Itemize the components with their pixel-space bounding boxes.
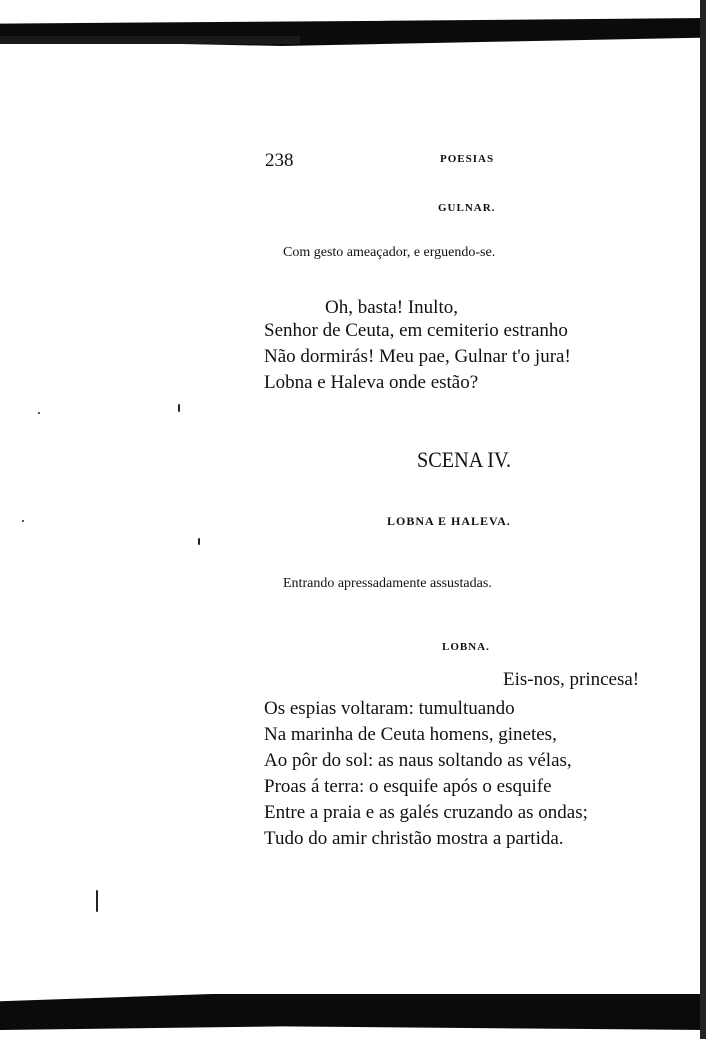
scene-characters: LOBNA E HALEVA.	[387, 514, 511, 528]
scan-edge-top-shadow	[0, 36, 300, 44]
scan-speck	[198, 538, 200, 545]
scene-title: SCENA IV.	[417, 447, 512, 472]
verse-line: Entre a praia e as galés cruzando as ondas;	[264, 802, 588, 823]
verse-line: Proas á terra: o esquife após o esquife	[264, 776, 552, 797]
verse-block-gulnar	[264, 318, 571, 396]
scan-speck	[96, 890, 98, 912]
verse-line: Senhor de Ceuta, em cemiterio estranho	[264, 320, 568, 341]
verse-line: Não dormirás! Meu pae, Gulnar t'o jura!	[264, 346, 571, 367]
stage-direction-scene: Entrando apressadamente assustadas.	[283, 576, 492, 591]
scan-speck	[178, 404, 180, 412]
verse-block-lobna	[264, 696, 588, 852]
verse-line: Na marinha de Ceuta homens, ginetes,	[264, 724, 557, 745]
scan-speck	[22, 520, 24, 522]
scan-speck	[38, 412, 40, 414]
page-number: 238	[265, 150, 294, 171]
speaker-gulnar: GULNAR.	[438, 202, 496, 214]
speaker-lobna: LOBNA.	[442, 641, 490, 653]
verse-line: Oh, basta! Inulto,	[325, 297, 458, 318]
stage-direction-gulnar: Com gesto ameaçador, e erguendo-se.	[283, 245, 496, 260]
verse-line: Tudo do amir christão mostra a partida.	[264, 828, 564, 849]
running-head: POESIAS	[440, 153, 495, 165]
verse-line: Eis-nos, princesa!	[503, 669, 640, 690]
scan-edge-right	[700, 0, 706, 1039]
scan-edge-bottom	[0, 994, 706, 1030]
verse-line: Lobna e Haleva onde estão?	[264, 372, 479, 393]
verse-line: Os espias voltaram: tumultuando	[264, 698, 515, 719]
verse-line: Ao pôr do sol: as naus soltando as vélas,	[264, 750, 572, 771]
